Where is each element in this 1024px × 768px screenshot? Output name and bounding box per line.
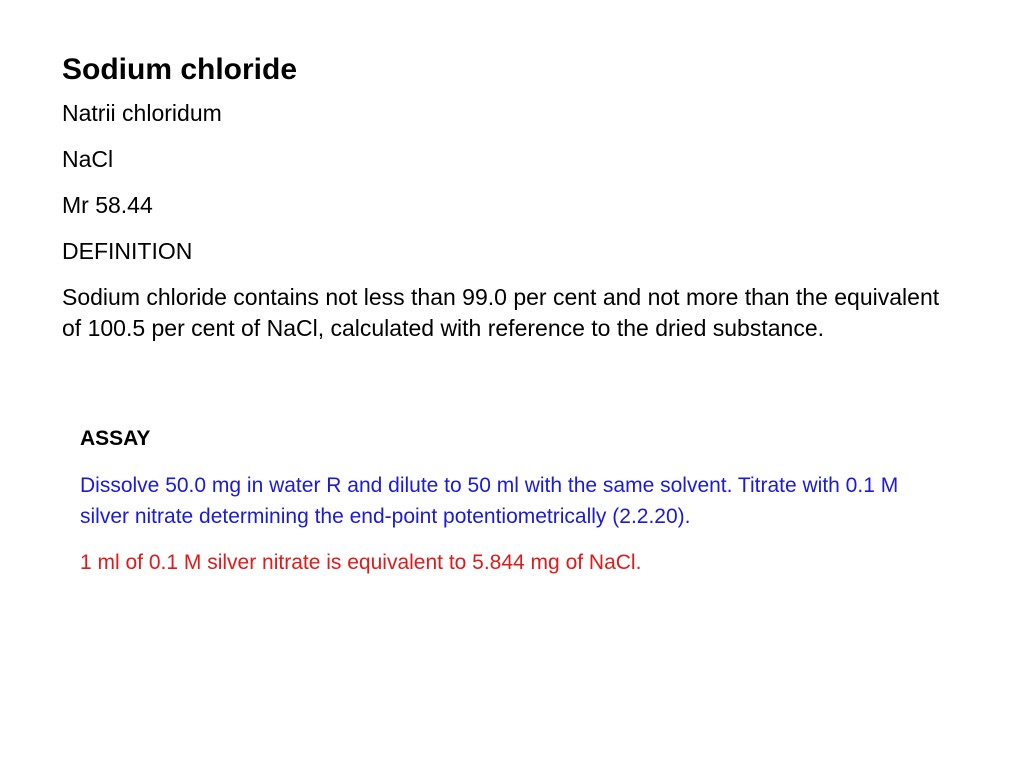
assay-section bbox=[80, 424, 950, 578]
assay-equivalence: 1 ml of 0.1 M silver nitrate is equivalent to 5.844 mg of NaCl. bbox=[80, 551, 642, 574]
assay-heading: ASSAY bbox=[80, 427, 151, 450]
monograph-section bbox=[62, 50, 962, 344]
chemical-formula: NaCl bbox=[62, 146, 114, 172]
monograph-title: Sodium chloride bbox=[62, 53, 298, 86]
definition-text: Sodium chloride contains not less than 99.0 per cent and not more than the equivalent of 100.5 per cent of NaCl, calculated with reference to the dried substance. bbox=[62, 284, 940, 341]
definition-heading: DEFINITION bbox=[62, 238, 193, 264]
latin-name: Natrii chloridum bbox=[62, 100, 222, 126]
molecular-weight: Mr 58.44 bbox=[62, 192, 153, 218]
assay-procedure: Dissolve 50.0 mg in water R and dilute to 50 ml with the same solvent. Titrate with 0.1 M silver nitrate determining the end-point potentiometrically (2.2.20). bbox=[80, 474, 899, 528]
